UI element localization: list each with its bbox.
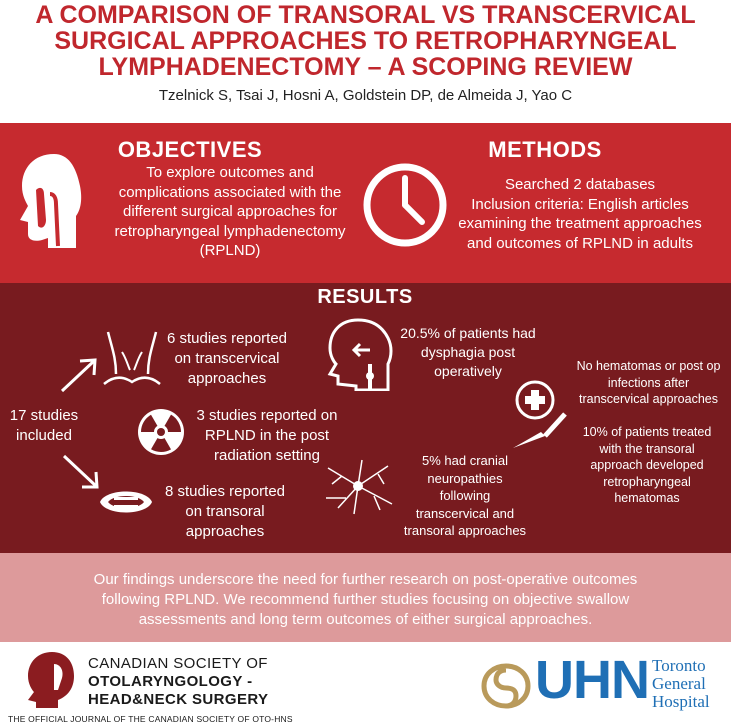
objectives-line: retropharyngeal lymphadenectomy — [114, 222, 346, 240]
neuron-icon — [318, 458, 398, 516]
neuropathies-text — [390, 452, 540, 540]
studies-included-text — [4, 406, 84, 446]
arrow-up-right-icon — [58, 355, 103, 395]
society-line-3: HEAD&NECK SURGERY — [88, 691, 269, 708]
dysphagia-line: 20.5% of patients had — [400, 325, 536, 341]
journal-line: THE OFFICIAL JOURNAL OF THE CANADIAN SOCIETY OF OTO-HNS — [8, 714, 293, 724]
methods-line: examining the treatment approaches — [458, 215, 702, 232]
title-line-2: SURGICAL APPROACHES TO RETROPHARYNGEAL — [54, 27, 677, 55]
hematomas-line: No hematomas or post op — [576, 359, 721, 373]
dysphagia-line: operatively — [434, 363, 502, 379]
hospital-line-1: Toronto — [652, 656, 706, 675]
mouth-icon — [96, 482, 156, 522]
society-line-1: CANADIAN SOCIETY OF — [88, 655, 268, 672]
scalpel-medical-icon — [505, 378, 575, 450]
studies-included-line: included — [16, 427, 72, 444]
title-line-1: A COMPARISON OF TRANSORAL VS TRANSCERVICAL — [35, 1, 696, 29]
radiation-line: radiation setting — [214, 447, 320, 464]
throat-swallow-icon — [320, 316, 395, 391]
methods-line: and outcomes of RPLND in adults — [467, 234, 693, 252]
neuropathies-line: transcervical and — [415, 505, 515, 521]
objectives-heading: OBJECTIVES — [117, 137, 263, 162]
conclusion-line: following RPLND. We recommend further studies focusing on objective swallow — [101, 591, 630, 608]
objectives-line: (RPLND) — [199, 242, 261, 259]
radiation-line: 3 studies reported on — [196, 407, 338, 424]
radiation-line: RPLND in the post — [204, 427, 330, 444]
transcervical-line: 6 studies reported — [166, 330, 288, 347]
transoral-hematomas-text — [572, 424, 722, 507]
authors-line: Tzelnick S, Tsai J, Hosni A, Goldstein DP, de Almeida J, Yao C — [158, 87, 573, 104]
transoral-line: 8 studies reported — [164, 483, 286, 500]
uhn-wordmark: UHN — [535, 650, 649, 710]
head-profile-icon — [14, 150, 84, 250]
objectives-text — [80, 163, 380, 261]
dysphagia-line: dysphagia post — [420, 344, 516, 360]
title-line-3: LYMPHADENECTOMY – A SCOPING REVIEW — [98, 53, 633, 81]
hematomas-line: infections after — [607, 375, 690, 390]
methods-text — [440, 175, 720, 253]
transoral-hematomas-line: approach developed — [590, 458, 704, 472]
hospital-line-2: General — [652, 674, 706, 693]
methods-heading: METHODS — [488, 137, 602, 162]
objectives-line: different surgical approaches for — [122, 203, 337, 220]
radiation-icon — [135, 406, 187, 458]
society-line-2: OTOLARYNGOLOGY - — [88, 673, 253, 690]
dysphagia-text — [388, 324, 548, 381]
radiation-text — [192, 406, 342, 466]
uhn-emblem-icon — [478, 662, 534, 710]
society-name — [88, 655, 348, 708]
transoral-line: on transoral — [185, 503, 265, 520]
transoral-hematomas-line: with the transoral — [599, 441, 695, 456]
neuropathies-line: 5% had cranial — [422, 453, 508, 468]
transoral-hematomas-line: retropharyngeal — [603, 474, 691, 489]
neuropathies-line: neuropathies — [427, 470, 503, 486]
page-title — [0, 2, 731, 80]
methods-line: Inclusion criteria: English articles — [471, 195, 689, 213]
neuropathies-line: following — [439, 488, 491, 503]
transcervical-line: on transcervical — [174, 350, 280, 367]
results-heading: RESULTS — [317, 286, 413, 308]
neuropathies-line: transoral approaches — [403, 523, 527, 538]
hospital-line-3: Hospital — [652, 692, 710, 711]
conclusion-line: Our findings underscore the need for further research on post-operative outcomes — [93, 571, 638, 588]
objectives-line: To explore outcomes and — [146, 164, 314, 181]
transoral-line: approaches — [185, 523, 265, 540]
studies-included-line: 17 studies — [9, 407, 79, 424]
transoral-text — [150, 482, 300, 542]
conclusion-text — [0, 570, 731, 630]
transcervical-text — [152, 329, 302, 389]
transoral-hematomas-line: hematomas — [614, 491, 680, 505]
transoral-hematomas-line: 10% of patients treated — [582, 425, 712, 439]
objectives-line: complications associated with the — [118, 183, 342, 201]
clock-icon — [360, 160, 450, 250]
conclusion-line: assessments and long term outcomes of either surgical approaches. — [138, 611, 593, 628]
methods-line: Searched 2 databases — [504, 176, 656, 193]
hospital-name — [652, 657, 710, 711]
hematomas-text — [566, 358, 731, 408]
society-logo-icon — [24, 650, 82, 710]
transcervical-line: approaches — [187, 370, 267, 387]
hematomas-line: transcervical approaches — [579, 392, 718, 406]
